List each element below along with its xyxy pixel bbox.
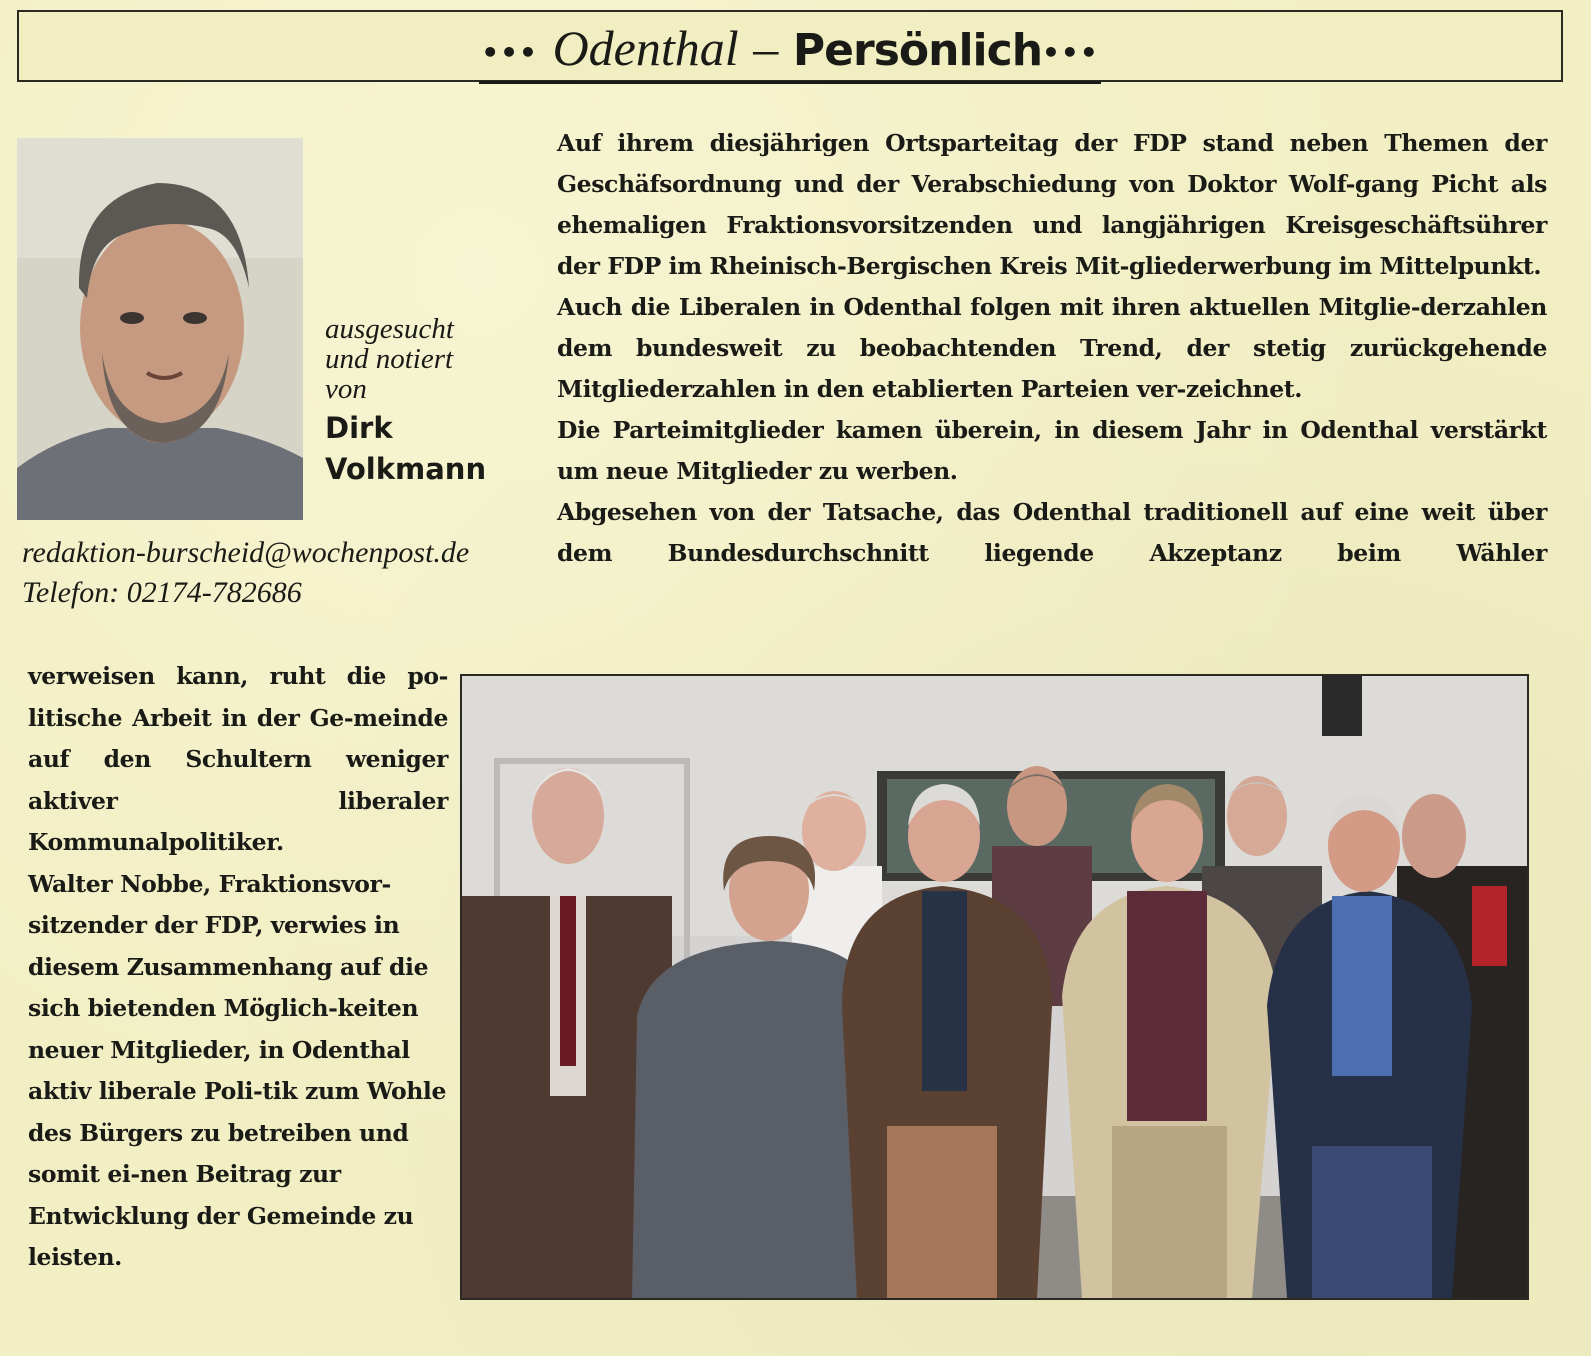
group-photo (460, 674, 1529, 1300)
title-dash: – (753, 20, 779, 76)
author-first-name: Dirk (325, 411, 393, 445)
contact-email: redaktion-burscheid@wochenpost.de (22, 536, 470, 569)
article-paragraph: Auch die Liberalen in Odenthal folgen mit ihren aktuellen Mitglie-derzahlen dem bundesweit zu beobachtenden Trend, der stetig zurückgehende Mitgliederzahlen in den etablierten Parteien ver-zeichnet. (557, 293, 1547, 403)
article-paragraph: Walter Nobbe, Fraktionsvor-sitzender der FDP, verwies in diesem Zusammenhang auf die sich bietenden Möglich-keiten neuer Mitglieder, in Odenthal aktiv liberale Poli-tik zum Wohle des Bürgers zu betreiben und somit ei-nen Beitrag zur Entwicklung der Gemeinde zu leisten. (28, 869, 446, 1271)
article-paragraph: Auf ihrem diesjährigen Ortsparteitag der FDP stand neben Themen der Geschäfsordnung und der Verabschiedung von Doktor Wolf-gang Picht als ehemaligen Fraktionsvorsitzenden und langjährigen Kreisgeschäftsührer der FDP im Rheinisch-Bergischen Kreis Mit-gliederwerbung im Mittelpunkt. (557, 129, 1547, 280)
author-last-name: Volkmann (325, 452, 487, 486)
section-header (17, 10, 1563, 82)
author-portrait-photo (17, 138, 303, 520)
section-title (19, 22, 1561, 84)
contact-info (22, 533, 542, 613)
decorative-dots-left: ••• (481, 36, 538, 69)
byline-line-3: von (325, 373, 367, 405)
contact-phone: Telefon: 02174-782686 (22, 576, 302, 609)
article-body-top (557, 123, 1547, 574)
title-section: Persönlich (792, 25, 1043, 76)
byline-line-2: und notiert (325, 343, 454, 375)
article-paragraph: Die Parteimitglieder kamen überein, in diesem Jahr in Odenthal verstärkt um neue Mitglieder zu werben. (557, 416, 1547, 485)
article-body-bottom-left (28, 656, 448, 1279)
title-place: Odenthal (552, 20, 739, 76)
article-paragraph: Abgesehen von der Tatsache, das Odenthal traditionell auf eine weit über dem Bundesdurchschnitt liegende Akzeptanz beim Wähler (557, 498, 1547, 567)
article-paragraph: verweisen kann, ruht die po-litische Arbeit in der Ge-meinde auf den Schultern weniger aktiver liberaler Kommunalpolitiker. (28, 662, 448, 856)
byline-line-1: ausgesucht (325, 313, 454, 345)
decorative-dots-right: ••• (1042, 36, 1099, 69)
author-byline (325, 314, 535, 490)
